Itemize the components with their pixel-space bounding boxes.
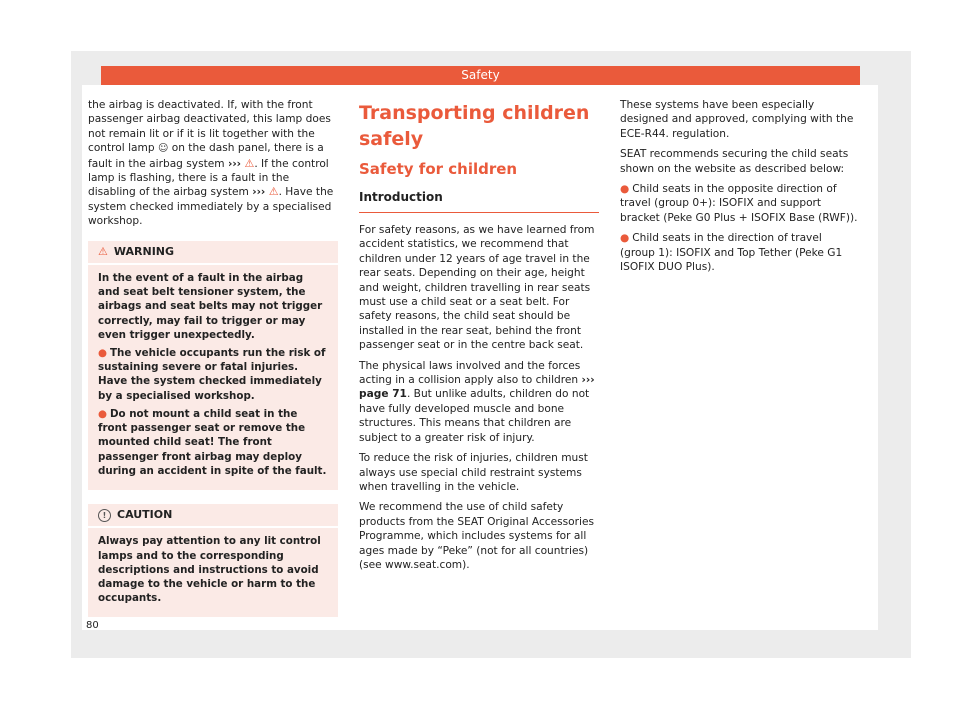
paragraph: We recommend the use of child safety products from the SEAT Original Accessories Programme, which includes systems for all ages made by “Peke” (not for all countries) (see www.seat.com). [359, 501, 594, 571]
column-left [88, 98, 338, 617]
bullet-icon: ● [620, 183, 630, 196]
paragraph: These systems have been especially designed and approved, complying with the ECE-R44. regulation. [620, 99, 854, 140]
warning-box [88, 241, 338, 490]
bullet-icon: ● [620, 232, 630, 245]
paragraph: The physical laws involved and the forces acting in a collision apply also to children ››› page 71. But unlike adults, children do not have fully developed muscle and bone structures. This means that children are subject to a greater risk of injury. [359, 359, 595, 444]
page-reference-link[interactable]: ››› page 71 [359, 374, 595, 401]
section-header: Safety [101, 66, 860, 85]
caution-box [88, 504, 338, 617]
intro-paragraph: the airbag is deactivated. If, with the front passenger airbag deactivated, this lamp does not remain lit or if it is lit together with the control lamp ☺ on the dash panel, there is a fault in the airbag system ››› ⚠. If the control lamp is flashing, there is a fault in the disabling of the airbag system ››› ⚠. Have the system checked immediately by a specialised workshop. [88, 99, 334, 228]
paragraph: For safety reasons, as we have learned from accident statistics, we recommend that children under 12 years of age travel in the rear seats. Depending on their age, height and weight, children travelling in rear seats must use a child seat or a seat belt. For safety reasons, the child seat should be installed in the rear seat, behind the front passenger seat or in the centre back seat. [359, 224, 595, 352]
warning-triangle-icon: ⚠ [268, 185, 279, 199]
list-item: ● Child seats in the opposite direction of travel (group 0+): ISOFIX and support bracket (Peke G0 Plus + ISOFIX Base (RWF)). [620, 183, 858, 224]
chapter-title: Transporting children safely [359, 102, 590, 150]
bullet-icon: ● [98, 347, 107, 360]
bullet-icon: ● [98, 407, 107, 420]
column-right [620, 98, 860, 280]
list-item: ● The vehicle occupants run the risk of sustaining severe or fatal injuries. Have the system checked immediately by a specialised workshop. [98, 347, 326, 402]
list-item: ● Do not mount a child seat in the front passenger seat or remove the mounted child seat! The front passenger front airbag may deploy during an accident in spite of the fault. [98, 407, 327, 477]
section-title: Safety for children [359, 160, 518, 178]
warning-triangle-icon: ⚠ [244, 156, 255, 170]
warning-body: In the event of a fault in the airbag and seat belt tensioner system, the airbags and seat belts may not trigger correctly, may fail to trigger or may even trigger unexpectedly. ● The vehicle occupants run the risk of sustaining severe or fatal injuries. Have the system checked immediately by a specialised workshop. ● Do not mount a child seat in the front passenger seat or remove the mounted child seat! The front passenger front airbag may deploy during an accident in spite of the fault. [98, 272, 327, 477]
warning-triangle-icon: ⚠ [98, 244, 108, 258]
subsection-title: Introduction [359, 188, 599, 213]
warning-header: ⚠ WARNING [88, 241, 338, 265]
reference-arrow[interactable]: ››› [252, 186, 266, 199]
page-number: 80 [86, 620, 99, 631]
caution-header: ! CAUTION [88, 504, 338, 528]
info-circle-icon: ! [98, 509, 111, 522]
paragraph: SEAT recommends securing the child seats shown on the website as described below: [620, 148, 849, 175]
reference-arrow[interactable]: ››› [227, 157, 242, 170]
airbag-off-icon: ☺ [157, 143, 169, 155]
caution-body: Always pay attention to any lit control lamps and to the corresponding descriptions and instructions to avoid damage to the vehicle or harm to the occupants. [98, 535, 321, 605]
column-middle [359, 100, 599, 578]
paragraph: To reduce the risk of injuries, children must always use special child restraint systems when travelling in the vehicle. [359, 452, 588, 493]
list-item: ● Child seats in the direction of travel (group 1): ISOFIX and Top Tether (Peke G1 ISOFIX DUO Plus). [620, 232, 843, 274]
